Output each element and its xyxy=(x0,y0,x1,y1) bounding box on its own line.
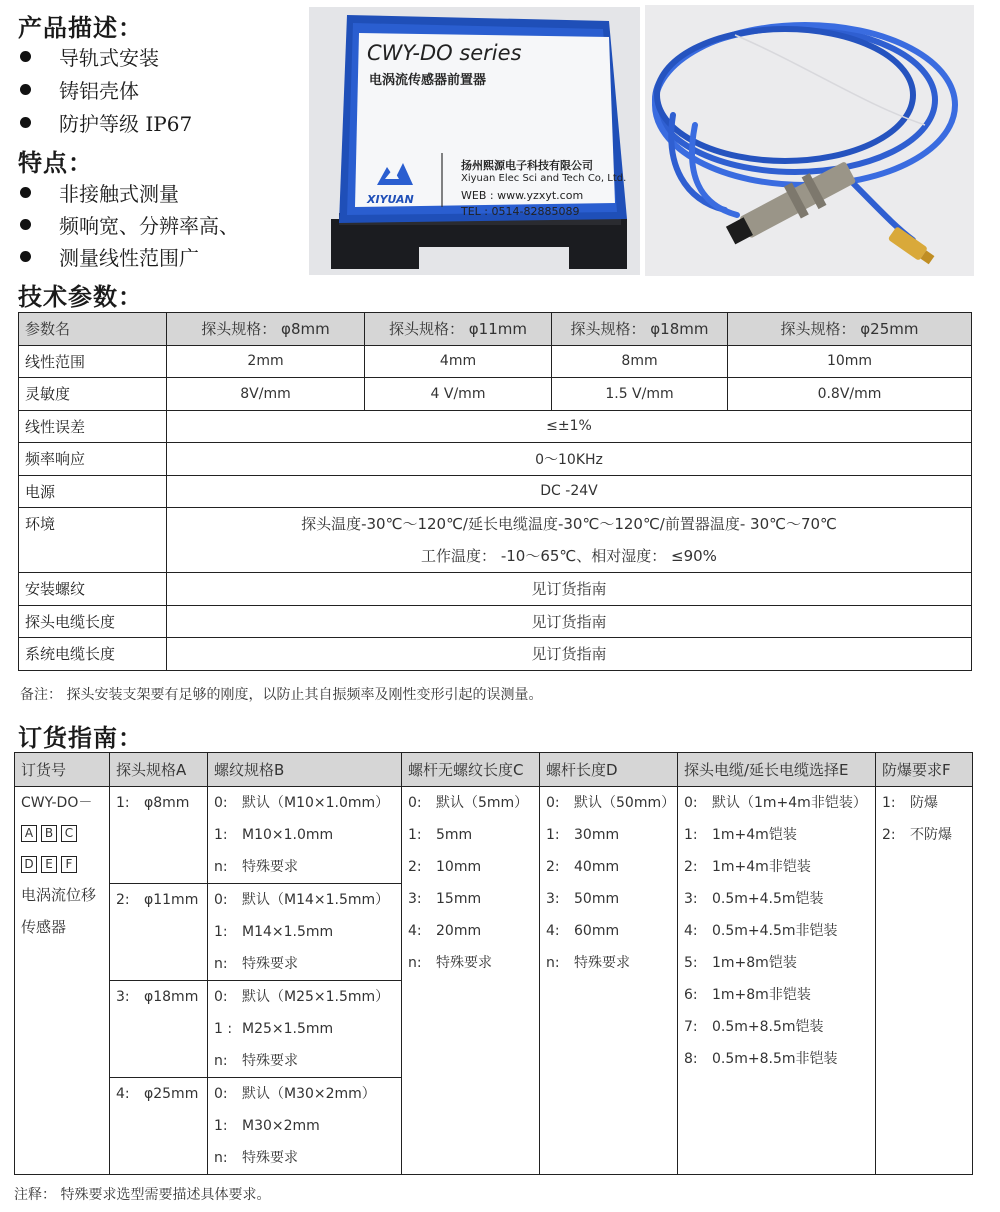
option-value: M14×1.5mm xyxy=(242,924,334,940)
spec-row-power xyxy=(19,475,972,508)
option-code: 1 : xyxy=(214,1021,233,1037)
order-b-cell xyxy=(208,787,402,884)
environment-line: 探头温度-30℃～120℃/延长电缆温度-30℃～120℃/前置器温度- 30℃～70℃ xyxy=(301,515,837,533)
spec-label: 电源 xyxy=(19,475,167,508)
spec-row-system-cable xyxy=(19,638,972,671)
spec-note: 备注： 探头安装支架要有足够的刚度，以防止其自振频率及刚性变形引起的误测量。 xyxy=(20,687,543,703)
spec-label: 频率响应 xyxy=(19,443,167,476)
spec-value: 见订货指南 xyxy=(167,638,972,671)
spec-label: 环境 xyxy=(19,508,167,573)
order-c-cell xyxy=(402,787,540,1175)
option-code: 1: xyxy=(214,827,228,843)
order-d-cell xyxy=(540,787,678,1175)
features-title: 特点： xyxy=(18,149,93,177)
order-header-cell: 探头规格A xyxy=(110,753,208,787)
spec-value: 见订货指南 xyxy=(167,605,972,638)
spec-label: 系统电缆长度 xyxy=(19,638,167,671)
spec-header-cell: 探头规格： φ25mm xyxy=(728,313,972,346)
option-code: 1: xyxy=(214,924,228,940)
option-value: 60mm xyxy=(574,923,620,939)
option-code: n: xyxy=(214,1053,228,1069)
spec-value: 1.5 V/mm xyxy=(552,378,728,411)
order-model: CWY-DO－ xyxy=(21,795,93,811)
option-value: 30mm xyxy=(574,827,620,843)
option-value: 默认（5mm） xyxy=(436,795,529,811)
option-code: 4: xyxy=(684,923,698,939)
order-letter-box: D xyxy=(21,856,37,873)
option-value: 5mm xyxy=(436,827,473,843)
option-code: 1: xyxy=(214,1118,228,1134)
spec-row-linear-range xyxy=(19,345,972,378)
order-header-cell: 探头电缆/延长电缆选择E xyxy=(678,753,876,787)
spec-label: 线性范围 xyxy=(19,345,167,378)
spec-row-environment xyxy=(19,508,972,573)
option-code: 6: xyxy=(684,987,698,1003)
description-item: 防护等级 IP67 xyxy=(20,108,192,137)
environment-line: 工作温度： -10～65℃、相对湿度： ≤90% xyxy=(421,547,717,565)
option-code: n: xyxy=(546,955,560,971)
option-value: 50mm xyxy=(574,891,620,907)
probe-photo xyxy=(645,5,974,276)
module-photo xyxy=(309,7,640,275)
order-b-cell xyxy=(208,981,402,1078)
spec-value: 0.8V/mm xyxy=(728,378,972,411)
option-value: 0.5m+4.5m非铠装 xyxy=(712,923,838,939)
module-tel: TEL : 0514-82885089 xyxy=(461,205,580,218)
option-value: 不防爆 xyxy=(910,827,952,843)
option-value: M10×1.0mm xyxy=(242,827,334,843)
option-code: 0: xyxy=(214,1086,228,1102)
option-code: 0: xyxy=(214,795,228,811)
option-value: 15mm xyxy=(436,891,482,907)
order-letter-box: F xyxy=(61,856,77,873)
module-web: WEB : www.yzxyt.com xyxy=(461,189,584,202)
order-model-cell xyxy=(15,787,110,1175)
option-value: 10mm xyxy=(436,859,482,875)
spec-value xyxy=(167,508,972,573)
description-title: 产品描述： xyxy=(18,14,143,42)
option-value: φ25mm xyxy=(144,1086,199,1102)
option-code: 0: xyxy=(684,795,698,811)
option-code: 8: xyxy=(684,1051,698,1067)
option-code: n: xyxy=(214,956,228,972)
option-value: 防爆 xyxy=(910,795,938,811)
order-letter-box: E xyxy=(41,856,57,873)
order-letter-box: A xyxy=(21,825,37,842)
order-header-cell: 订货号 xyxy=(15,753,110,787)
option-value: 特殊要求 xyxy=(242,1150,298,1166)
order-product-name: 电涡流位移 xyxy=(21,886,97,904)
option-code: 0: xyxy=(214,892,228,908)
feature-item: 非接触式测量 xyxy=(20,178,179,207)
option-value: 默认（M10×1.0mm） xyxy=(242,795,390,811)
spec-value: 见订货指南 xyxy=(167,573,972,606)
order-title: 订货指南： xyxy=(18,724,143,752)
spec-value: DC -24V xyxy=(167,475,972,508)
order-b-cell xyxy=(208,1078,402,1175)
option-code: n: xyxy=(214,859,228,875)
order-b-cell xyxy=(208,884,402,981)
description-item: 导轨式安装 xyxy=(20,42,159,71)
spec-value: 4 V/mm xyxy=(365,378,552,411)
option-code: 1: xyxy=(684,827,698,843)
option-code: 3: xyxy=(116,989,130,1005)
spec-value: 8mm xyxy=(552,345,728,378)
spec-value: 0～10KHz xyxy=(167,443,972,476)
spec-value: 2mm xyxy=(167,345,365,378)
option-code: 4: xyxy=(546,923,560,939)
option-code: 3: xyxy=(684,891,698,907)
spec-label: 探头电缆长度 xyxy=(19,605,167,638)
option-value: 特殊要求 xyxy=(242,859,298,875)
module-series: CWY-DO series xyxy=(367,41,522,65)
option-code: 0: xyxy=(214,989,228,1005)
option-code: 0: xyxy=(546,795,560,811)
order-header-cell: 防爆要求F xyxy=(876,753,973,787)
option-value: 特殊要求 xyxy=(242,956,298,972)
order-a-cell xyxy=(110,884,208,981)
order-a-cell xyxy=(110,981,208,1078)
option-value: 默认（M14×1.5mm） xyxy=(242,892,390,908)
option-code: 5: xyxy=(684,955,698,971)
option-value: 40mm xyxy=(574,859,620,875)
order-a-cell xyxy=(110,1078,208,1175)
option-value: 默认（50mm） xyxy=(574,795,676,811)
option-code: 2: xyxy=(684,859,698,875)
order-letter-box: C xyxy=(61,825,77,842)
order-header-row xyxy=(15,753,973,787)
order-group-row xyxy=(15,787,973,884)
spec-label: 灵敏度 xyxy=(19,378,167,411)
option-code: 2: xyxy=(882,827,896,843)
option-code: 1: xyxy=(882,795,896,811)
order-header-cell: 螺杆无螺纹长度C xyxy=(402,753,540,787)
order-a-cell xyxy=(110,787,208,884)
option-code: n: xyxy=(214,1150,228,1166)
order-header-cell: 螺纹规格B xyxy=(208,753,402,787)
order-letters-row xyxy=(21,825,103,842)
feature-item: 测量线性范围广 xyxy=(20,242,199,271)
option-value: 1m+8m铠装 xyxy=(712,955,797,971)
spec-row-sensitivity xyxy=(19,378,972,411)
option-value: M25×1.5mm xyxy=(242,1021,334,1037)
option-value: 特殊要求 xyxy=(574,955,630,971)
spec-header-cell: 探头规格： φ18mm xyxy=(552,313,728,346)
spec-header-cell: 探头规格： φ11mm xyxy=(365,313,552,346)
spec-table xyxy=(18,312,972,671)
option-code: 1: xyxy=(116,795,130,811)
spec-header-cell: 参数名 xyxy=(19,313,167,346)
option-value: φ11mm xyxy=(144,892,199,908)
spec-value: 8V/mm xyxy=(167,378,365,411)
option-code: 2: xyxy=(546,859,560,875)
option-code: 2: xyxy=(408,859,422,875)
order-e-cell xyxy=(678,787,876,1175)
option-code: 4: xyxy=(408,923,422,939)
spec-value: ≤±1% xyxy=(167,410,972,443)
option-value: 1m+8m非铠装 xyxy=(712,987,811,1003)
spec-row-linear-error xyxy=(19,410,972,443)
option-code: n: xyxy=(408,955,422,971)
order-table xyxy=(14,752,973,1175)
option-code: 3: xyxy=(408,891,422,907)
option-value: 默认（1m+4m非铠装） xyxy=(712,795,867,811)
order-note: 注释： 特殊要求选型需要描述具体要求。 xyxy=(14,1187,271,1203)
feature-item: 频响宽、分辨率高、 xyxy=(20,210,239,239)
option-code: 1: xyxy=(546,827,560,843)
spec-row-thread xyxy=(19,573,972,606)
module-brand: XIYUAN xyxy=(367,193,414,206)
order-f-cell xyxy=(876,787,973,1175)
option-value: 0.5m+4.5m铠装 xyxy=(712,891,824,907)
option-code: 3: xyxy=(546,891,560,907)
order-letter-box: B xyxy=(41,825,57,842)
order-header-cell: 螺杆长度D xyxy=(540,753,678,787)
module-company-en: Xiyuan Elec Sci and Tech Co, Ltd. xyxy=(461,173,627,184)
option-value: 0.5m+8.5m铠装 xyxy=(712,1019,824,1035)
option-value: 特殊要求 xyxy=(436,955,492,971)
module-company-cn: 扬州熙源电子科技有限公司 xyxy=(461,159,593,172)
option-code: 1: xyxy=(408,827,422,843)
spec-label: 线性误差 xyxy=(19,410,167,443)
option-value: M30×2mm xyxy=(242,1118,320,1134)
option-code: 2: xyxy=(116,892,130,908)
spec-label: 安装螺纹 xyxy=(19,573,167,606)
option-value: φ18mm xyxy=(144,989,199,1005)
option-value: 20mm xyxy=(436,923,482,939)
spec-header-row xyxy=(19,313,972,346)
option-code: 4: xyxy=(116,1086,130,1102)
spec-row-probe-cable xyxy=(19,605,972,638)
option-value: 默认（M25×1.5mm） xyxy=(242,989,390,1005)
spec-header-cell: 探头规格： φ8mm xyxy=(167,313,365,346)
option-value: 默认（M30×2mm） xyxy=(242,1086,376,1102)
option-value: 1m+4m非铠装 xyxy=(712,859,811,875)
description-item: 铸铝壳体 xyxy=(20,75,139,104)
spec-row-freq-response xyxy=(19,443,972,476)
option-code: 0: xyxy=(408,795,422,811)
spec-value: 10mm xyxy=(728,345,972,378)
option-value: 0.5m+8.5m非铠装 xyxy=(712,1051,838,1067)
option-value: 特殊要求 xyxy=(242,1053,298,1069)
spec-value: 4mm xyxy=(365,345,552,378)
option-value: 1m+4m铠装 xyxy=(712,827,797,843)
order-product-name: 传感器 xyxy=(21,918,67,936)
option-code: 7: xyxy=(684,1019,698,1035)
module-subtitle: 电涡流传感器前置器 xyxy=(369,73,487,88)
order-letters-row xyxy=(21,856,103,873)
tech-title: 技术参数： xyxy=(18,283,143,311)
option-value: φ8mm xyxy=(144,795,190,811)
